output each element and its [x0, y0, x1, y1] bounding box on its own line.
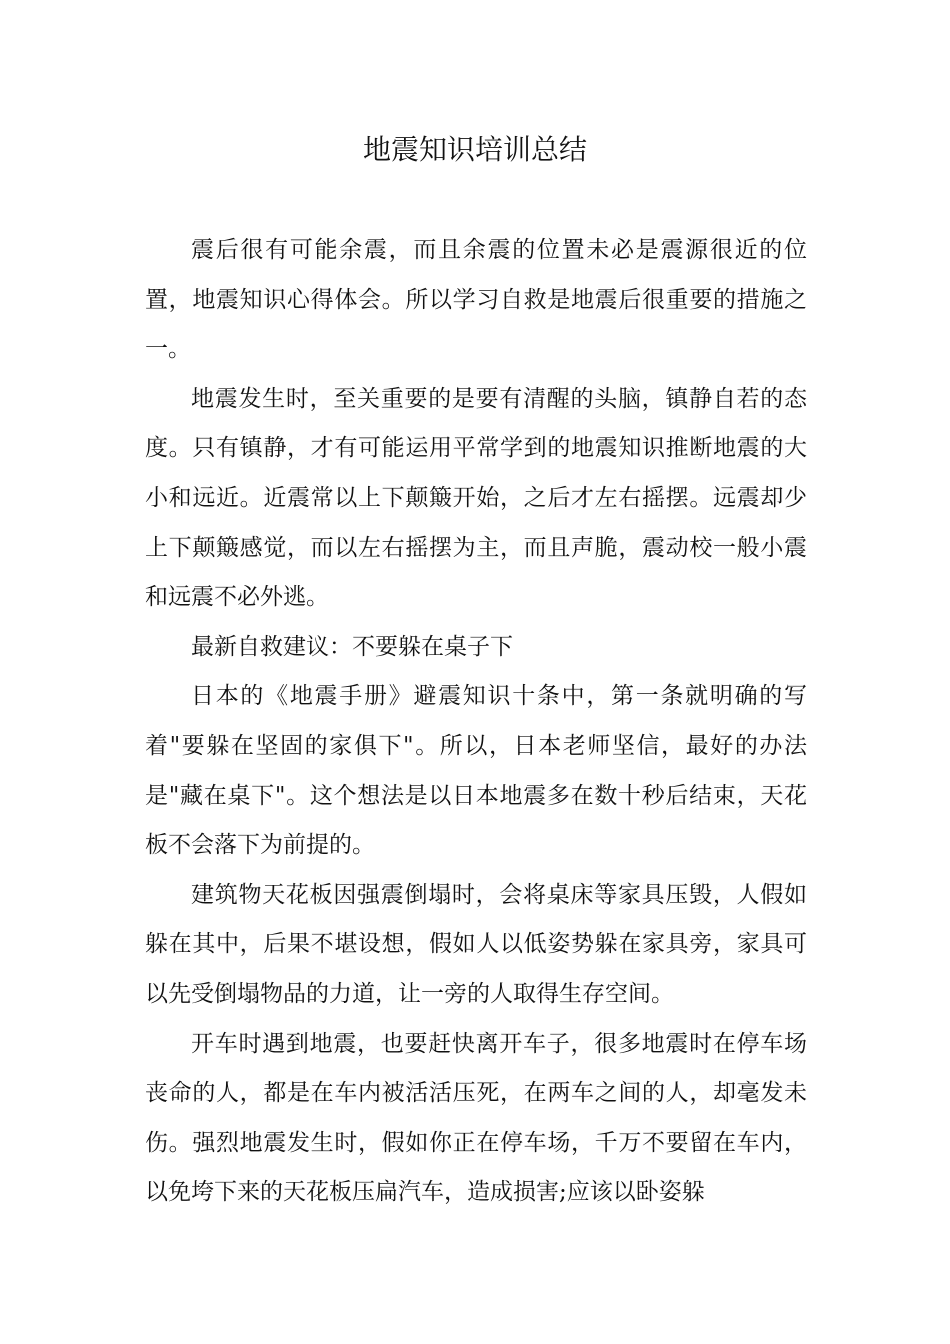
paragraph: 开车时遇到地震，也要赶快离开车子，很多地震时在停车场丧命的人，都是在车内被活活压死，在两车之间的人，却毫发未伤。强烈地震发生时，假如你正在停车场，千万不要留在车内，以免垮下来的天花板压扁汽车，造成损害;应该以卧姿躲: [145, 1030, 807, 1206]
paragraph: 震后很有可能余震，而且余震的位置未必是震源很近的位置，地震知识心得体会。所以学习自救是地震后很重要的措施之一。: [145, 237, 807, 363]
paragraph: 地震发生时，至关重要的是要有清醒的头脑，镇静自若的态度。只有镇静，才有可能运用平常学到的地震知识推断地震的大小和远近。近震常以上下颠簸开始，之后才左右摇摆。远震却少上下颠簸感觉，而以左右摇摆为主，而且声脆，震动校一般小震和远震不必外逃。: [145, 385, 807, 611]
document-body: [145, 226, 807, 1218]
paragraph-subheading: 最新自救建议：不要躲在桌子下: [191, 633, 513, 660]
document-title: 地震知识培训总结: [362, 133, 587, 166]
paragraph: 建筑物天花板因强震倒塌时，会将桌床等家具压毁，人假如躲在其中，后果不堪设想，假如人以低姿势躲在家具旁，家具可以先受倒塌物品的力道，让一旁的人取得生存空间。: [145, 881, 807, 1007]
paragraph: 日本的《地震手册》避震知识十条中，第一条就明确的写着"要躲在坚固的家俱下"。所以，日本老师坚信，最好的办法是"藏在桌下"。这个想法是以日本地震多在数十秒后结束，天花板不会落下为前提的。: [145, 683, 807, 859]
